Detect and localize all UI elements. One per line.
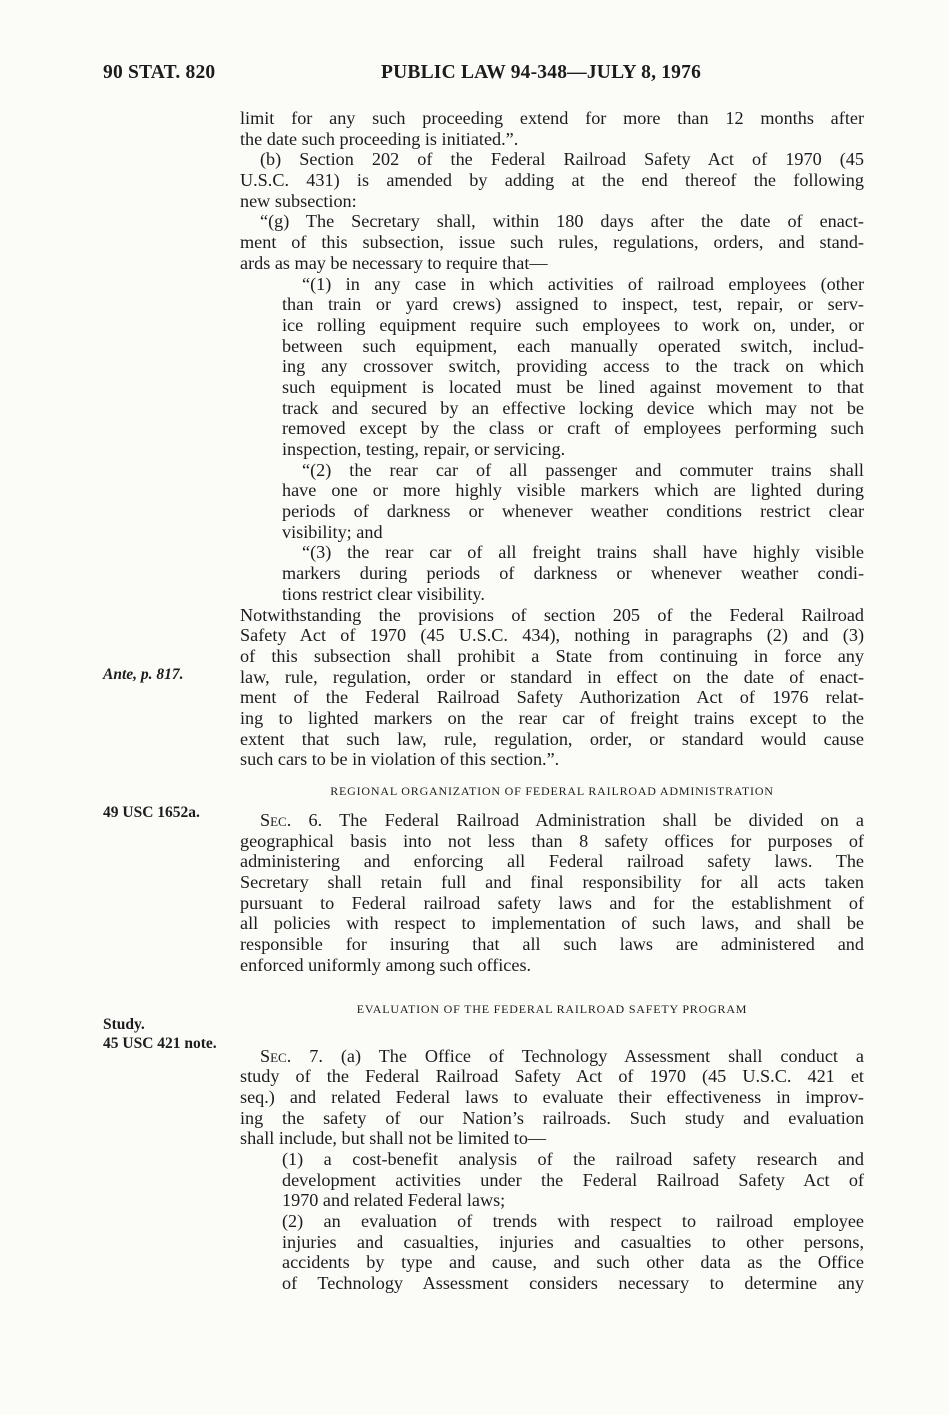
stat-page-reference: 90 STAT. 820 bbox=[103, 62, 216, 83]
section-7-text: (a) The Office of Technology Assessment shall conduct a bbox=[340, 1045, 864, 1066]
text-line: limit for any such proceeding extend for more than 12 months after bbox=[240, 108, 864, 128]
text-line: ment of the Federal Railroad Safety Authorization Act of 1976 relat- bbox=[240, 687, 864, 708]
text-line: ing to lighted markers on the rear car of freight trains except to the bbox=[240, 707, 864, 728]
text-line: administering and enforcing all Federal railroad safety laws. The bbox=[240, 851, 864, 872]
text-line: “(2) the rear car of all passenger and commuter trains shall bbox=[302, 459, 864, 480]
text-line: (2) an evaluation of trends with respect to railroad employee bbox=[282, 1211, 864, 1231]
text-line: geographical basis into not less than 8 safety offices for purposes of bbox=[240, 830, 864, 851]
text-line: law, rule, regulation, order or standard in effect on the date of enact- bbox=[240, 666, 864, 687]
text-line: ice rolling equipment require such employees to work on, under, or bbox=[282, 314, 864, 335]
text-line: 1970 and related Federal laws; bbox=[282, 1190, 506, 1211]
text-line: injuries and casualties, injuries and casualties to other persons, bbox=[282, 1231, 864, 1252]
text-line: such cars to be in violation of this section.”. bbox=[240, 749, 560, 770]
text-line: (1) a cost-benefit analysis of the railroad safety research and bbox=[282, 1148, 864, 1169]
text-line: seq.) and related Federal laws to evaluate their effectiveness in improv- bbox=[240, 1086, 864, 1107]
section-heading-evaluation: EVALUATION OF THE FEDERAL RAILROAD SAFETY PROGRAM bbox=[356, 1001, 748, 1016]
text-line: responsible for insuring that all such laws are administered and bbox=[240, 934, 864, 955]
text-line: pursuant to Federal railroad safety laws and for the establishment of bbox=[240, 892, 864, 913]
text-line: of this subsection shall prohibit a State from continuing in force any bbox=[240, 645, 864, 666]
text-line: the date such proceeding is initiated.”. bbox=[240, 128, 519, 149]
text-line: track and secured by an effective locking device which may not be bbox=[282, 397, 864, 418]
text-line: periods of darkness or whenever weather conditions restrict clear bbox=[282, 501, 864, 522]
text-line: than train or yard crews) assigned to inspect, test, repair, or serv- bbox=[282, 294, 864, 315]
text-line: inspection, testing, repair, or servicing. bbox=[282, 439, 566, 459]
public-law-title: PUBLIC LAW 94-348—JULY 8, 1976 bbox=[381, 62, 702, 83]
text-line bbox=[240, 810, 864, 831]
text-line: “(g) The Secretary shall, within 180 days after the date of enact- bbox=[260, 211, 864, 232]
text-line: shall include, but shall not be limited to— bbox=[240, 1128, 547, 1149]
text-line: (b) Section 202 of the Federal Railroad Safety Act of 1970 (45 bbox=[260, 149, 864, 170]
text-line: removed except by the class or craft of employees performing such bbox=[282, 418, 864, 439]
margin-note-study: Study. bbox=[103, 1016, 145, 1033]
section-heading-regional-organization: REGIONAL ORGANIZATION OF FEDERAL RAILROAD ADMINISTRATION bbox=[330, 784, 774, 798]
text-line: “(3) the rear car of all freight trains shall have highly visible bbox=[302, 542, 864, 563]
margin-note-usc-421: 45 USC 421 note. bbox=[103, 1035, 217, 1052]
text-line: Secretary shall retain full and final responsibility for all acts taken bbox=[240, 872, 864, 893]
text-line: Notwithstanding the provisions of section 205 of the Federal Railroad bbox=[240, 604, 864, 625]
text-line: development activities under the Federal Railroad Safety Act of bbox=[282, 1169, 864, 1190]
text-line: visibility; and bbox=[282, 521, 383, 542]
section-6-label: Sec. 6. bbox=[260, 810, 323, 830]
text-line bbox=[240, 1046, 864, 1067]
section-6-text: The Federal Railroad Administration shall be divided on a bbox=[339, 810, 864, 830]
section-7-label: Sec. 7. bbox=[260, 1045, 323, 1066]
text-line: ards as may be necessary to require that— bbox=[240, 252, 548, 273]
statute-text bbox=[240, 108, 864, 1294]
margin-note-usc-1652a: 49 USC 1652a. bbox=[103, 804, 200, 821]
text-line: enforced uniformly among such offices. bbox=[240, 954, 532, 975]
text-line: ing the safety of our Nation’s railroads. Such study and evaluation bbox=[240, 1107, 864, 1128]
text-line: U.S.C. 431) is amended by adding at the end thereof the following bbox=[240, 170, 864, 191]
text-line: ment of this subsection, issue such rules, regulations, orders, and stand- bbox=[240, 232, 864, 253]
text-line: markers during periods of darkness or whenever weather condi- bbox=[282, 563, 864, 584]
text-line: all policies with respect to implementation of such laws, and shall be bbox=[240, 913, 864, 934]
margin-note-ante: Ante, p. 817. bbox=[103, 666, 184, 683]
text-line: of Technology Assessment considers necessary to determine any bbox=[282, 1273, 864, 1294]
text-line: new subsection: bbox=[240, 190, 357, 211]
text-line: such equipment is located must be lined against movement to that bbox=[282, 376, 864, 397]
text-line: accidents by type and cause, and such other data as the Office bbox=[282, 1252, 864, 1273]
text-line: Safety Act of 1970 (45 U.S.C. 434), nothing in paragraphs (2) and (3) bbox=[240, 625, 864, 646]
text-line: tions restrict clear visibility. bbox=[282, 583, 485, 604]
text-line: study of the Federal Railroad Safety Act of 1970 (45 U.S.C. 421 et bbox=[240, 1066, 864, 1087]
text-line: “(1) in any case in which activities of railroad employees (other bbox=[302, 273, 864, 294]
text-line: have one or more highly visible markers which are lighted during bbox=[282, 480, 864, 501]
text-line: between such equipment, each manually operated switch, includ- bbox=[282, 335, 864, 356]
text-line: ing any crossover switch, providing access to the track on which bbox=[282, 356, 864, 377]
text-line: extent that such law, rule, regulation, order, or standard would cause bbox=[240, 728, 864, 749]
